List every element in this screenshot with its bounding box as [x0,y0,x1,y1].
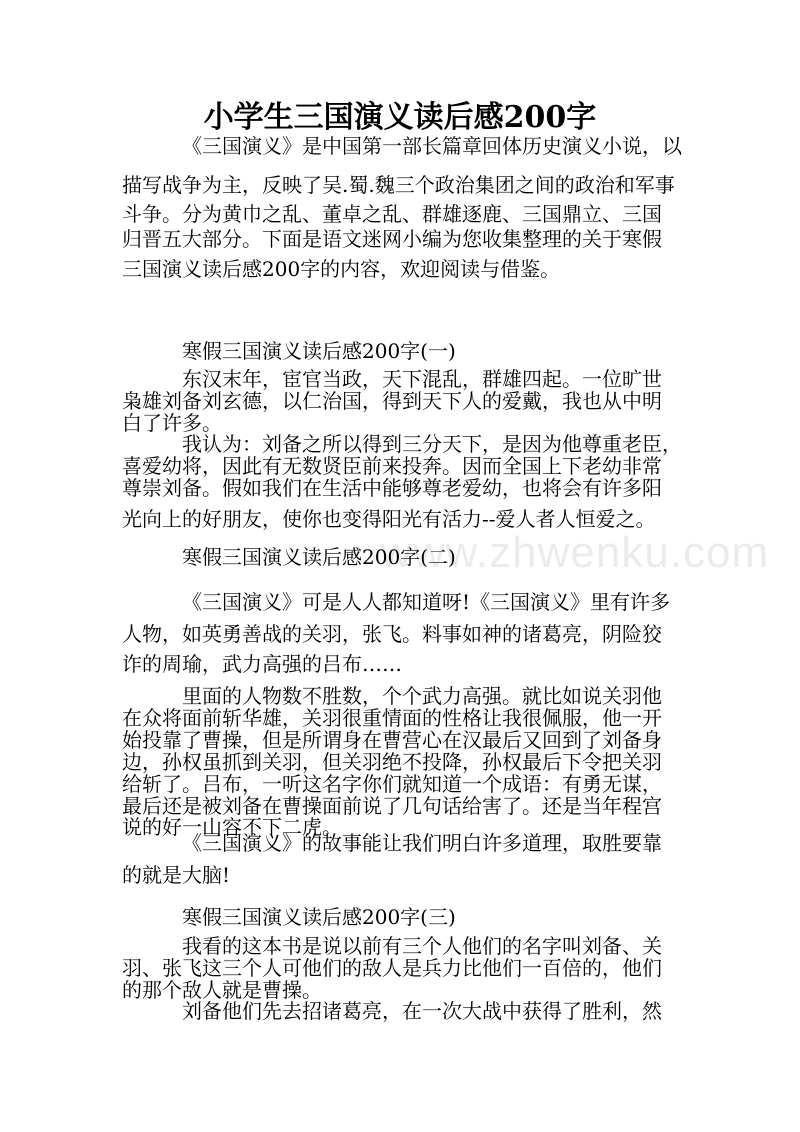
paragraph-line: 光向上的好朋友，使你也变得阳光有活力--爱人者人恒爱之。 [122,507,656,531]
paragraph-line: 《三国演义》可是人人都知道呀!《三国演义》里有许多 [182,590,671,614]
paragraph-line: 《三国演义》的故事能让我们明白许多道理，取胜要靠 [182,831,662,855]
paragraph-line: 的那个敌人就是曹操。 [122,978,322,1002]
paragraph-line: 东汉末年，宦官当政，天下混乱，群雄四起。一位旷世 [182,367,662,391]
intro-line: 描写战争为主，反映了吴.蜀.魏三个政治集团之间的政治和军事 [122,173,675,197]
paragraph-line: 人物，如英勇善战的关羽，张飞。料事如神的诸葛亮，阴险狡 [122,622,662,646]
paragraph-line: 尊崇刘备。假如我们在生活中能够尊老爱幼，也将会有许多阳 [122,476,662,500]
paragraph-line: 最后还是被刘备在曹操面前说了几句话给害了。还是当年程宫 [122,794,662,818]
paragraph-line: 枭雄刘备刘玄德，以仁治国，得到天下人的爱戴，我也从中明 [122,389,662,413]
section-heading: 寒假三国演义读后感200字(二) [182,545,456,569]
intro-line: 《三国演义》是中国第一部长篇章回体历史演义小说，以 [182,134,682,158]
paragraph-line: 诈的周瑜，武力高强的吕布…… [122,652,402,676]
intro-line: 斗争。分为黄巾之乱、董卓之乱、群雄逐鹿、三国鼎立、三国 [122,202,662,226]
paragraph-line: 白了许多。 [122,411,222,435]
intro-line: 归晋五大部分。下面是语文迷网小编为您收集整理的关于寒假 [122,227,662,251]
intro-line: 三国演义读后感200字的内容，欢迎阅读与借鉴。 [122,257,561,281]
paragraph-line: 刘备他们先去招诸葛亮，在一次大战中获得了胜利，然 [182,999,662,1023]
paragraph-line: 我看的这本书是说以前有三个人他们的名字叫刘备、关 [182,934,662,958]
paragraph-line: 在众将面前斩华雄，关羽很重情面的性格让我很佩服，他一开 [122,706,662,730]
section-heading: 寒假三国演义读后感200字(一) [182,339,456,363]
document-title: 小学生三国演义读后感200字 [203,100,597,135]
paragraph-line: 里面的人物数不胜数，个个武力高强。就比如说关羽他 [182,684,662,708]
section-heading: 寒假三国演义读后感200字(三) [182,905,456,929]
paragraph-line: 给斩了。吕布，一听这名字你们就知道一个成语：有勇无谋， [122,772,662,796]
paragraph-line: 喜爱幼将，因此有无数贤臣前来投奔。因而全国上下老幼非常 [122,454,662,478]
paragraph-line: 羽、张飞这三个人可他们的敌人是兵力比他们一百倍的，他们 [122,956,662,980]
watermark: www.zhwenku.com [380,528,770,577]
paragraph-line: 说的好一山容不下二虎。 [122,815,342,839]
paragraph-line: 的就是大脑! [122,863,231,887]
paragraph-line: 我认为：刘备之所以得到三分天下，是因为他尊重老臣， [182,432,682,456]
paragraph-line: 始投靠了曹操，但是所谓身在曹营心在汉最后又回到了刘备身 [122,728,662,752]
paragraph-line: 边，孙权虽抓到关羽，但关羽绝不投降，孙权最后下令把关羽 [122,750,662,774]
